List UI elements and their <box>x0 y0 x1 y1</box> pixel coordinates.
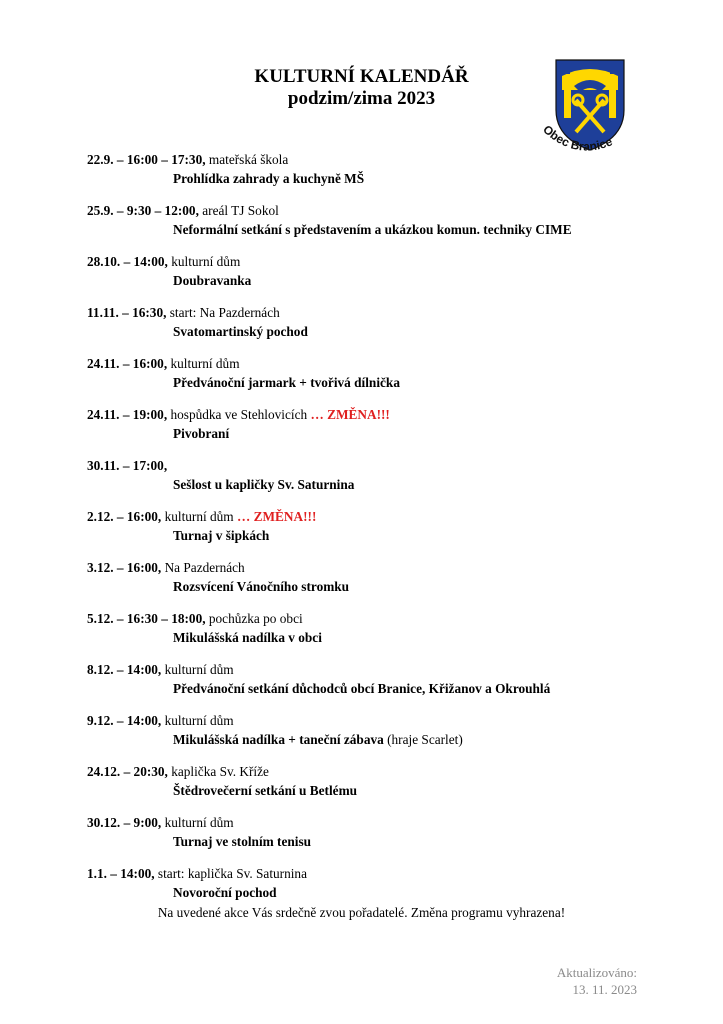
event-title-line <box>87 577 687 596</box>
event-when-where <box>87 201 687 220</box>
event-title-line <box>87 322 687 341</box>
event-item <box>87 609 687 660</box>
event-title: Předvánoční setkání důchodců obcí Branice, Křižanov a Okrouhlá <box>173 681 551 696</box>
event-title: Pivobraní <box>173 426 230 441</box>
event-datetime: 9.12. – 14:00, <box>87 713 162 728</box>
event-title: Svatomartinský pochod <box>173 324 308 339</box>
event-title-line <box>87 781 687 800</box>
event-item <box>87 303 687 354</box>
event-datetime: 24.11. – 16:00, <box>87 356 168 371</box>
event-title: Turnaj v šipkách <box>173 528 270 543</box>
event-place: start: Na Pazdernách <box>166 305 280 320</box>
event-place: start: kaplička Sv. Saturnina <box>154 866 307 881</box>
event-datetime: 11.11. – 16:30, <box>87 305 167 320</box>
event-place: kaplička Sv. Kříže <box>167 764 269 779</box>
event-list <box>87 150 687 915</box>
event-item <box>87 252 687 303</box>
event-when-where <box>87 150 687 169</box>
event-title-line <box>87 730 687 749</box>
event-when-where <box>87 354 687 373</box>
event-title: Turnaj ve stolním tenisu <box>173 834 312 849</box>
event-change-notice: … ZMĚNA!!! <box>236 509 317 524</box>
event-title: Předvánoční jarmark + tvořivá dílnička <box>173 375 400 390</box>
event-datetime: 5.12. – 16:30 – 18:00, <box>87 611 206 626</box>
event-datetime: 8.12. – 14:00, <box>87 662 162 677</box>
event-title-line <box>87 424 687 443</box>
event-title-line <box>87 220 687 239</box>
event-place: pochůzka po obci <box>205 611 303 626</box>
page-title: KULTURNÍ KALENDÁŘ <box>254 66 469 87</box>
event-title: Mikulášská nadílka + taneční zábava <box>173 732 384 747</box>
event-datetime: 2.12. – 16:00, <box>87 509 162 524</box>
event-title-line <box>87 526 687 545</box>
event-item <box>87 813 687 864</box>
event-place: hospůdka ve Stehlovicích <box>167 407 311 422</box>
event-when-where <box>87 303 687 322</box>
event-item <box>87 660 687 711</box>
event-item <box>87 558 687 609</box>
event-item <box>87 711 687 762</box>
event-when-where <box>87 864 687 883</box>
event-place: kulturní dům <box>161 815 234 830</box>
event-title-line <box>87 373 687 392</box>
event-title: Rozsvícení Vánočního stromku <box>173 579 350 594</box>
footer-note: Na uvedené akce Vás srdečně zvou pořadatelé. Změna programu vyhrazena! <box>157 905 566 920</box>
event-place: kulturní dům <box>167 356 240 371</box>
event-datetime: 30.11. – 17:00, <box>87 458 168 473</box>
event-datetime: 1.1. – 14:00, <box>87 866 155 881</box>
event-place: kulturní dům <box>161 713 234 728</box>
event-title-line <box>87 628 687 647</box>
event-when-where <box>87 609 687 628</box>
event-title: Sešlost u kapličky Sv. Saturnina <box>173 477 355 492</box>
update-info <box>557 964 637 998</box>
event-place: mateřská škola <box>205 152 289 167</box>
crest-text: Obec Branice <box>540 122 615 154</box>
event-when-where <box>87 558 687 577</box>
event-item <box>87 150 687 201</box>
event-when-where <box>87 813 687 832</box>
event-title-line <box>87 475 687 494</box>
event-when-where <box>87 660 687 679</box>
event-when-where <box>87 405 687 424</box>
event-place: areál TJ Sokol <box>198 203 279 218</box>
event-place: kulturní dům <box>161 509 237 524</box>
event-when-where <box>87 456 687 475</box>
event-title-line <box>87 679 687 698</box>
event-place: kulturní dům <box>161 662 234 677</box>
page-subtitle: podzim/zima 2023 <box>287 88 436 109</box>
event-item <box>87 762 687 813</box>
event-when-where <box>87 252 687 271</box>
event-item <box>87 405 687 456</box>
event-title: Neformální setkání s představením a ukázkou komun. techniky CIME <box>173 222 572 237</box>
event-title: Prohlídka zahrady a kuchyně MŠ <box>173 171 365 186</box>
updated-label: Aktualizováno: <box>556 965 637 980</box>
event-item <box>87 456 687 507</box>
event-title-line <box>87 169 687 188</box>
event-when-where <box>87 762 687 781</box>
event-item <box>87 354 687 405</box>
event-datetime: 24.11. – 19:00, <box>87 407 168 422</box>
event-title: Mikulášská nadílka v obci <box>173 630 322 645</box>
event-datetime: 22.9. – 16:00 – 17:30, <box>87 152 206 167</box>
event-datetime: 28.10. – 14:00, <box>87 254 168 269</box>
event-when-where <box>87 507 687 526</box>
event-place: Na Pazdernách <box>161 560 245 575</box>
event-title: Štědrovečerní setkání u Betlému <box>173 783 358 798</box>
event-change-notice: … ZMĚNA!!! <box>310 407 390 422</box>
event-datetime: 25.9. – 9:30 – 12:00, <box>87 203 199 218</box>
event-title-line <box>87 271 687 290</box>
event-item <box>87 507 687 558</box>
event-when-where <box>87 711 687 730</box>
event-datetime: 3.12. – 16:00, <box>87 560 162 575</box>
event-datetime: 30.12. – 9:00, <box>87 815 162 830</box>
event-place: kulturní dům <box>167 254 241 269</box>
event-note: (hraje Scarlet) <box>383 732 463 747</box>
event-title: Novoroční pochod <box>173 885 277 900</box>
event-title-line <box>87 832 687 851</box>
event-datetime: 24.12. – 20:30, <box>87 764 168 779</box>
event-title: Doubravanka <box>173 273 252 288</box>
updated-date: 13. 11. 2023 <box>572 982 637 997</box>
event-item <box>87 201 687 252</box>
event-title-line <box>87 883 687 902</box>
